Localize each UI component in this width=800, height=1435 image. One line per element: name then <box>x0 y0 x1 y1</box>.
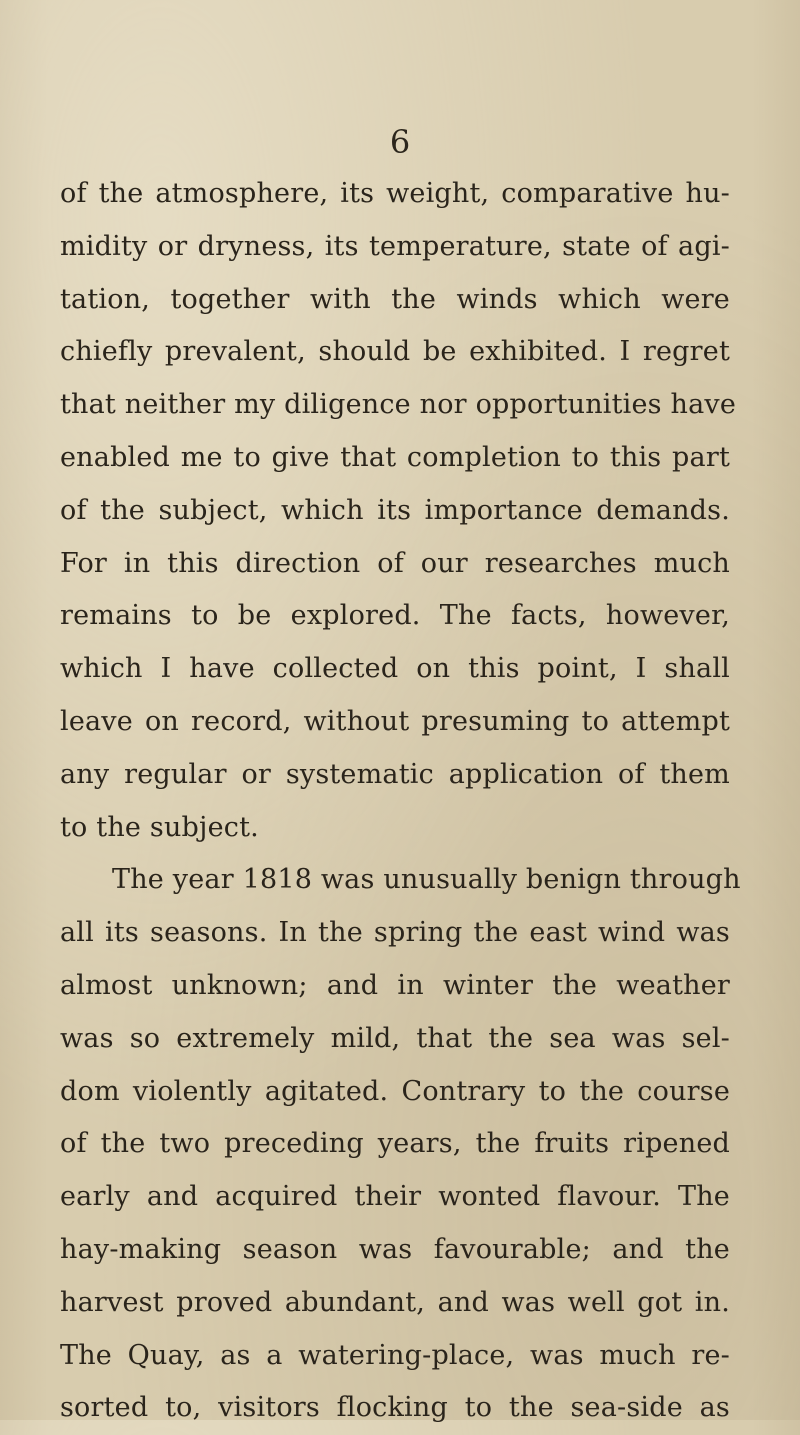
text-line: tation, together with the winds which were <box>60 283 730 315</box>
text-line: harvest proved abundant, and was well got in. <box>60 1286 730 1318</box>
paragraph-start-line: The year 1818 was unusually benign through <box>112 864 741 896</box>
text-line: was so extremely mild, that the sea was sel- <box>60 1022 730 1054</box>
text-line: hay-making season was favourable; and the <box>60 1233 730 1265</box>
page-number: 6 <box>389 123 411 161</box>
text-line: dom violently agitated. Contrary to the course <box>60 1075 730 1107</box>
text-line: of the subject, which its importance demands. <box>60 494 730 526</box>
text-line: The Quay, as a watering-place, was much re- <box>60 1339 730 1371</box>
text-line: sorted to, visitors flocking to the sea-side as <box>60 1392 730 1424</box>
text-line: that neither my diligence nor opportunities have <box>60 389 737 421</box>
text-line: chiefly prevalent, should be exhibited. I regret <box>60 336 730 368</box>
text-line: almost unknown; and in winter the weather <box>60 969 730 1001</box>
text-line: For in this direction of our researches much <box>60 547 730 579</box>
text-line: leave on record, without presuming to attempt <box>60 705 730 737</box>
text-line: early and acquired their wonted flavour. The <box>60 1181 730 1213</box>
text-line: all its seasons. In the spring the east wind was <box>60 917 730 949</box>
text-line: of the two preceding years, the fruits ripened <box>60 1128 730 1160</box>
text-line: midity or dryness, its temperature, state of agi- <box>60 230 730 262</box>
text-line: remains to be explored. The facts, however, <box>60 600 730 632</box>
text-line: enabled me to give that completion to this part <box>60 441 730 473</box>
text-line: which I have collected on this point, I shall <box>60 653 730 685</box>
text-line: any regular or systematic application of them <box>60 758 730 790</box>
paragraph-end-line: to the subject. <box>60 811 259 843</box>
text-line: of the atmosphere, its weight, comparative hu- <box>60 178 730 209</box>
body-text <box>60 168 741 1435</box>
